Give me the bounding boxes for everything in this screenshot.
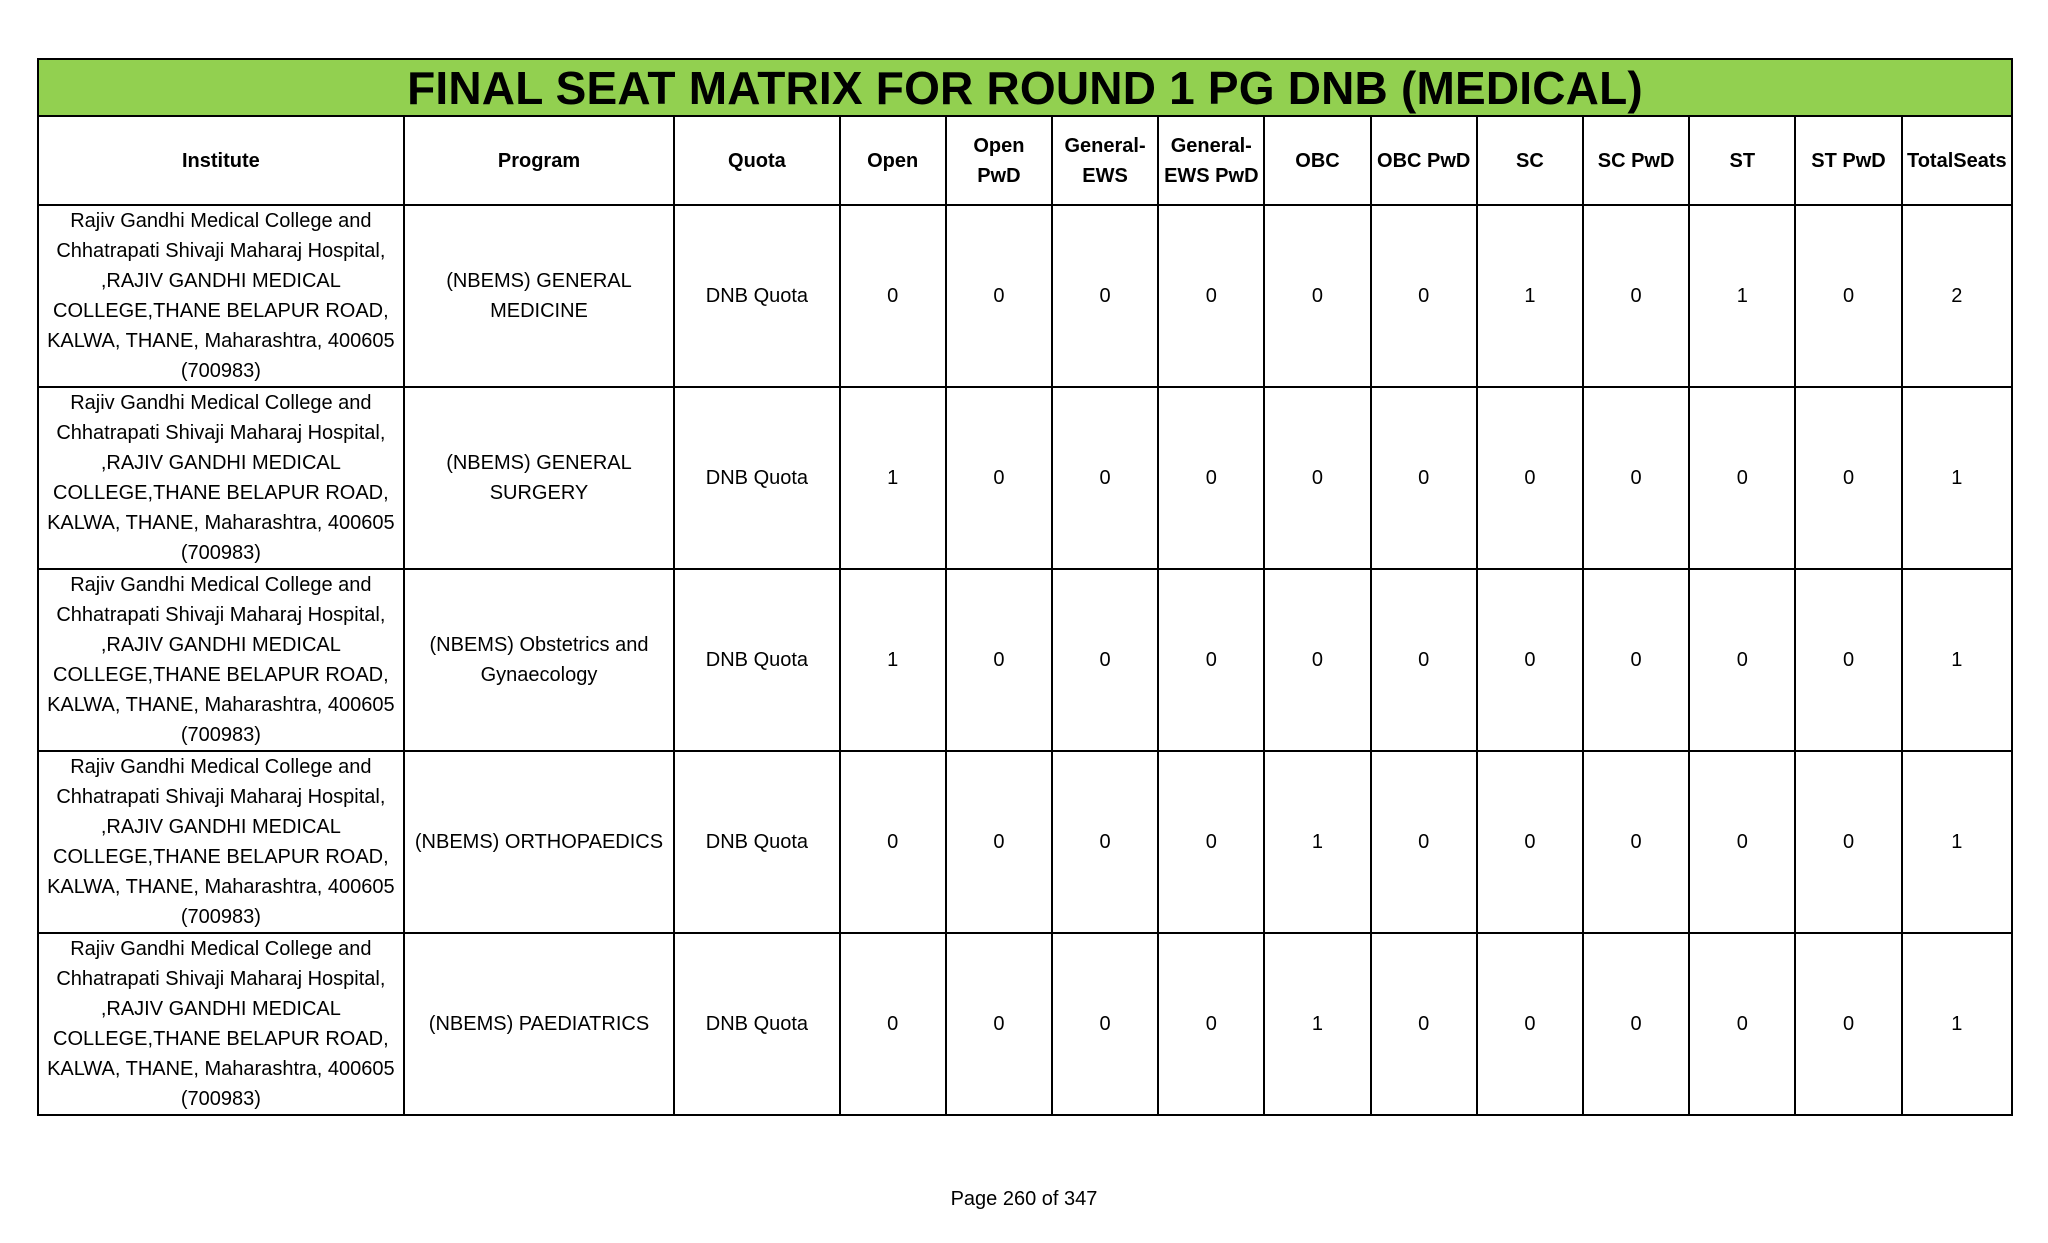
total-seats-cell: 1 [1902,751,2012,933]
table-row [38,569,2012,751]
institute-cell: Rajiv Gandhi Medical College and Chhatrapati Shivaji Maharaj Hospital, ,RAJIV GANDHI MEDICAL COLLEGE,THANE BELAPUR ROAD, KALWA, THANE, Maharashtra, 400605 (700983) [38,387,404,569]
column-header-general-ews-pwd: General-EWS PwD [1158,116,1264,205]
sc-cell: 0 [1477,933,1583,1115]
table-row [38,387,2012,569]
st-cell: 0 [1689,387,1795,569]
sc-cell: 0 [1477,569,1583,751]
column-header-general-ews: General-EWS [1052,116,1158,205]
column-header-program: Program [404,116,675,205]
st-pwd-cell: 0 [1795,751,1901,933]
table-row [38,205,2012,387]
general-ews-pwd-cell: 0 [1158,751,1264,933]
sc-pwd-cell: 0 [1583,569,1689,751]
open-cell: 0 [840,205,946,387]
obc-cell: 0 [1264,569,1370,751]
column-header-total-seats: TotalSeats [1902,116,2012,205]
column-header-st: ST [1689,116,1795,205]
header-row [38,116,2012,205]
column-header-sc-pwd: SC PwD [1583,116,1689,205]
quota-cell: DNB Quota [674,387,839,569]
program-cell: (NBEMS) GENERAL MEDICINE [404,205,675,387]
obc-pwd-cell: 0 [1371,205,1477,387]
open-pwd-cell: 0 [946,205,1052,387]
general-ews-cell: 0 [1052,569,1158,751]
st-cell: 1 [1689,205,1795,387]
institute-cell: Rajiv Gandhi Medical College and Chhatrapati Shivaji Maharaj Hospital, ,RAJIV GANDHI MEDICAL COLLEGE,THANE BELAPUR ROAD, KALWA, THANE, Maharashtra, 400605 (700983) [38,933,404,1115]
open-cell: 0 [840,933,946,1115]
page-title: FINAL SEAT MATRIX FOR ROUND 1 PG DNB (MEDICAL) [38,59,2012,116]
general-ews-cell: 0 [1052,387,1158,569]
open-pwd-cell: 0 [946,387,1052,569]
sc-pwd-cell: 0 [1583,751,1689,933]
program-cell: (NBEMS) Obstetrics and Gynaecology [404,569,675,751]
obc-pwd-cell: 0 [1371,569,1477,751]
obc-cell: 1 [1264,933,1370,1115]
column-header-obc-pwd: OBC PwD [1371,116,1477,205]
seat-matrix-sheet [37,58,2013,1116]
open-cell: 1 [840,387,946,569]
st-pwd-cell: 0 [1795,387,1901,569]
obc-cell: 0 [1264,387,1370,569]
sc-cell: 0 [1477,751,1583,933]
table-row [38,933,2012,1115]
quota-cell: DNB Quota [674,933,839,1115]
column-header-obc: OBC [1264,116,1370,205]
column-header-quota: Quota [674,116,839,205]
st-cell: 0 [1689,933,1795,1115]
general-ews-pwd-cell: 0 [1158,387,1264,569]
st-pwd-cell: 0 [1795,205,1901,387]
program-cell: (NBEMS) ORTHOPAEDICS [404,751,675,933]
general-ews-pwd-cell: 0 [1158,933,1264,1115]
st-pwd-cell: 0 [1795,569,1901,751]
quota-cell: DNB Quota [674,751,839,933]
st-cell: 0 [1689,751,1795,933]
institute-cell: Rajiv Gandhi Medical College and Chhatrapati Shivaji Maharaj Hospital, ,RAJIV GANDHI MEDICAL COLLEGE,THANE BELAPUR ROAD, KALWA, THANE, Maharashtra, 400605 (700983) [38,751,404,933]
program-cell: (NBEMS) PAEDIATRICS [404,933,675,1115]
open-cell: 1 [840,569,946,751]
institute-cell: Rajiv Gandhi Medical College and Chhatrapati Shivaji Maharaj Hospital, ,RAJIV GANDHI MEDICAL COLLEGE,THANE BELAPUR ROAD, KALWA, THANE, Maharashtra, 400605 (700983) [38,205,404,387]
total-seats-cell: 1 [1902,569,2012,751]
column-header-st-pwd: ST PwD [1795,116,1901,205]
st-cell: 0 [1689,569,1795,751]
quota-cell: DNB Quota [674,205,839,387]
obc-pwd-cell: 0 [1371,933,1477,1115]
column-header-institute: Institute [38,116,404,205]
open-pwd-cell: 0 [946,569,1052,751]
sc-pwd-cell: 0 [1583,387,1689,569]
sc-cell: 1 [1477,205,1583,387]
st-pwd-cell: 0 [1795,933,1901,1115]
general-ews-pwd-cell: 0 [1158,205,1264,387]
sc-pwd-cell: 0 [1583,205,1689,387]
open-pwd-cell: 0 [946,933,1052,1115]
column-header-sc: SC [1477,116,1583,205]
obc-cell: 0 [1264,205,1370,387]
quota-cell: DNB Quota [674,569,839,751]
general-ews-cell: 0 [1052,205,1158,387]
general-ews-cell: 0 [1052,751,1158,933]
total-seats-cell: 1 [1902,387,2012,569]
general-ews-cell: 0 [1052,933,1158,1115]
page-number: Page 260 of 347 [950,1188,1098,1210]
open-cell: 0 [840,751,946,933]
sc-pwd-cell: 0 [1583,933,1689,1115]
total-seats-cell: 1 [1902,933,2012,1115]
column-header-open-pwd: Open PwD [946,116,1052,205]
obc-pwd-cell: 0 [1371,387,1477,569]
general-ews-pwd-cell: 0 [1158,569,1264,751]
institute-cell: Rajiv Gandhi Medical College and Chhatrapati Shivaji Maharaj Hospital, ,RAJIV GANDHI MEDICAL COLLEGE,THANE BELAPUR ROAD, KALWA, THANE, Maharashtra, 400605 (700983) [38,569,404,751]
obc-pwd-cell: 0 [1371,751,1477,933]
sc-cell: 0 [1477,387,1583,569]
table-row [38,751,2012,933]
open-pwd-cell: 0 [946,751,1052,933]
obc-cell: 1 [1264,751,1370,933]
total-seats-cell: 2 [1902,205,2012,387]
column-header-open: Open [840,116,946,205]
seat-matrix-table [37,58,2013,1116]
program-cell: (NBEMS) GENERAL SURGERY [404,387,675,569]
